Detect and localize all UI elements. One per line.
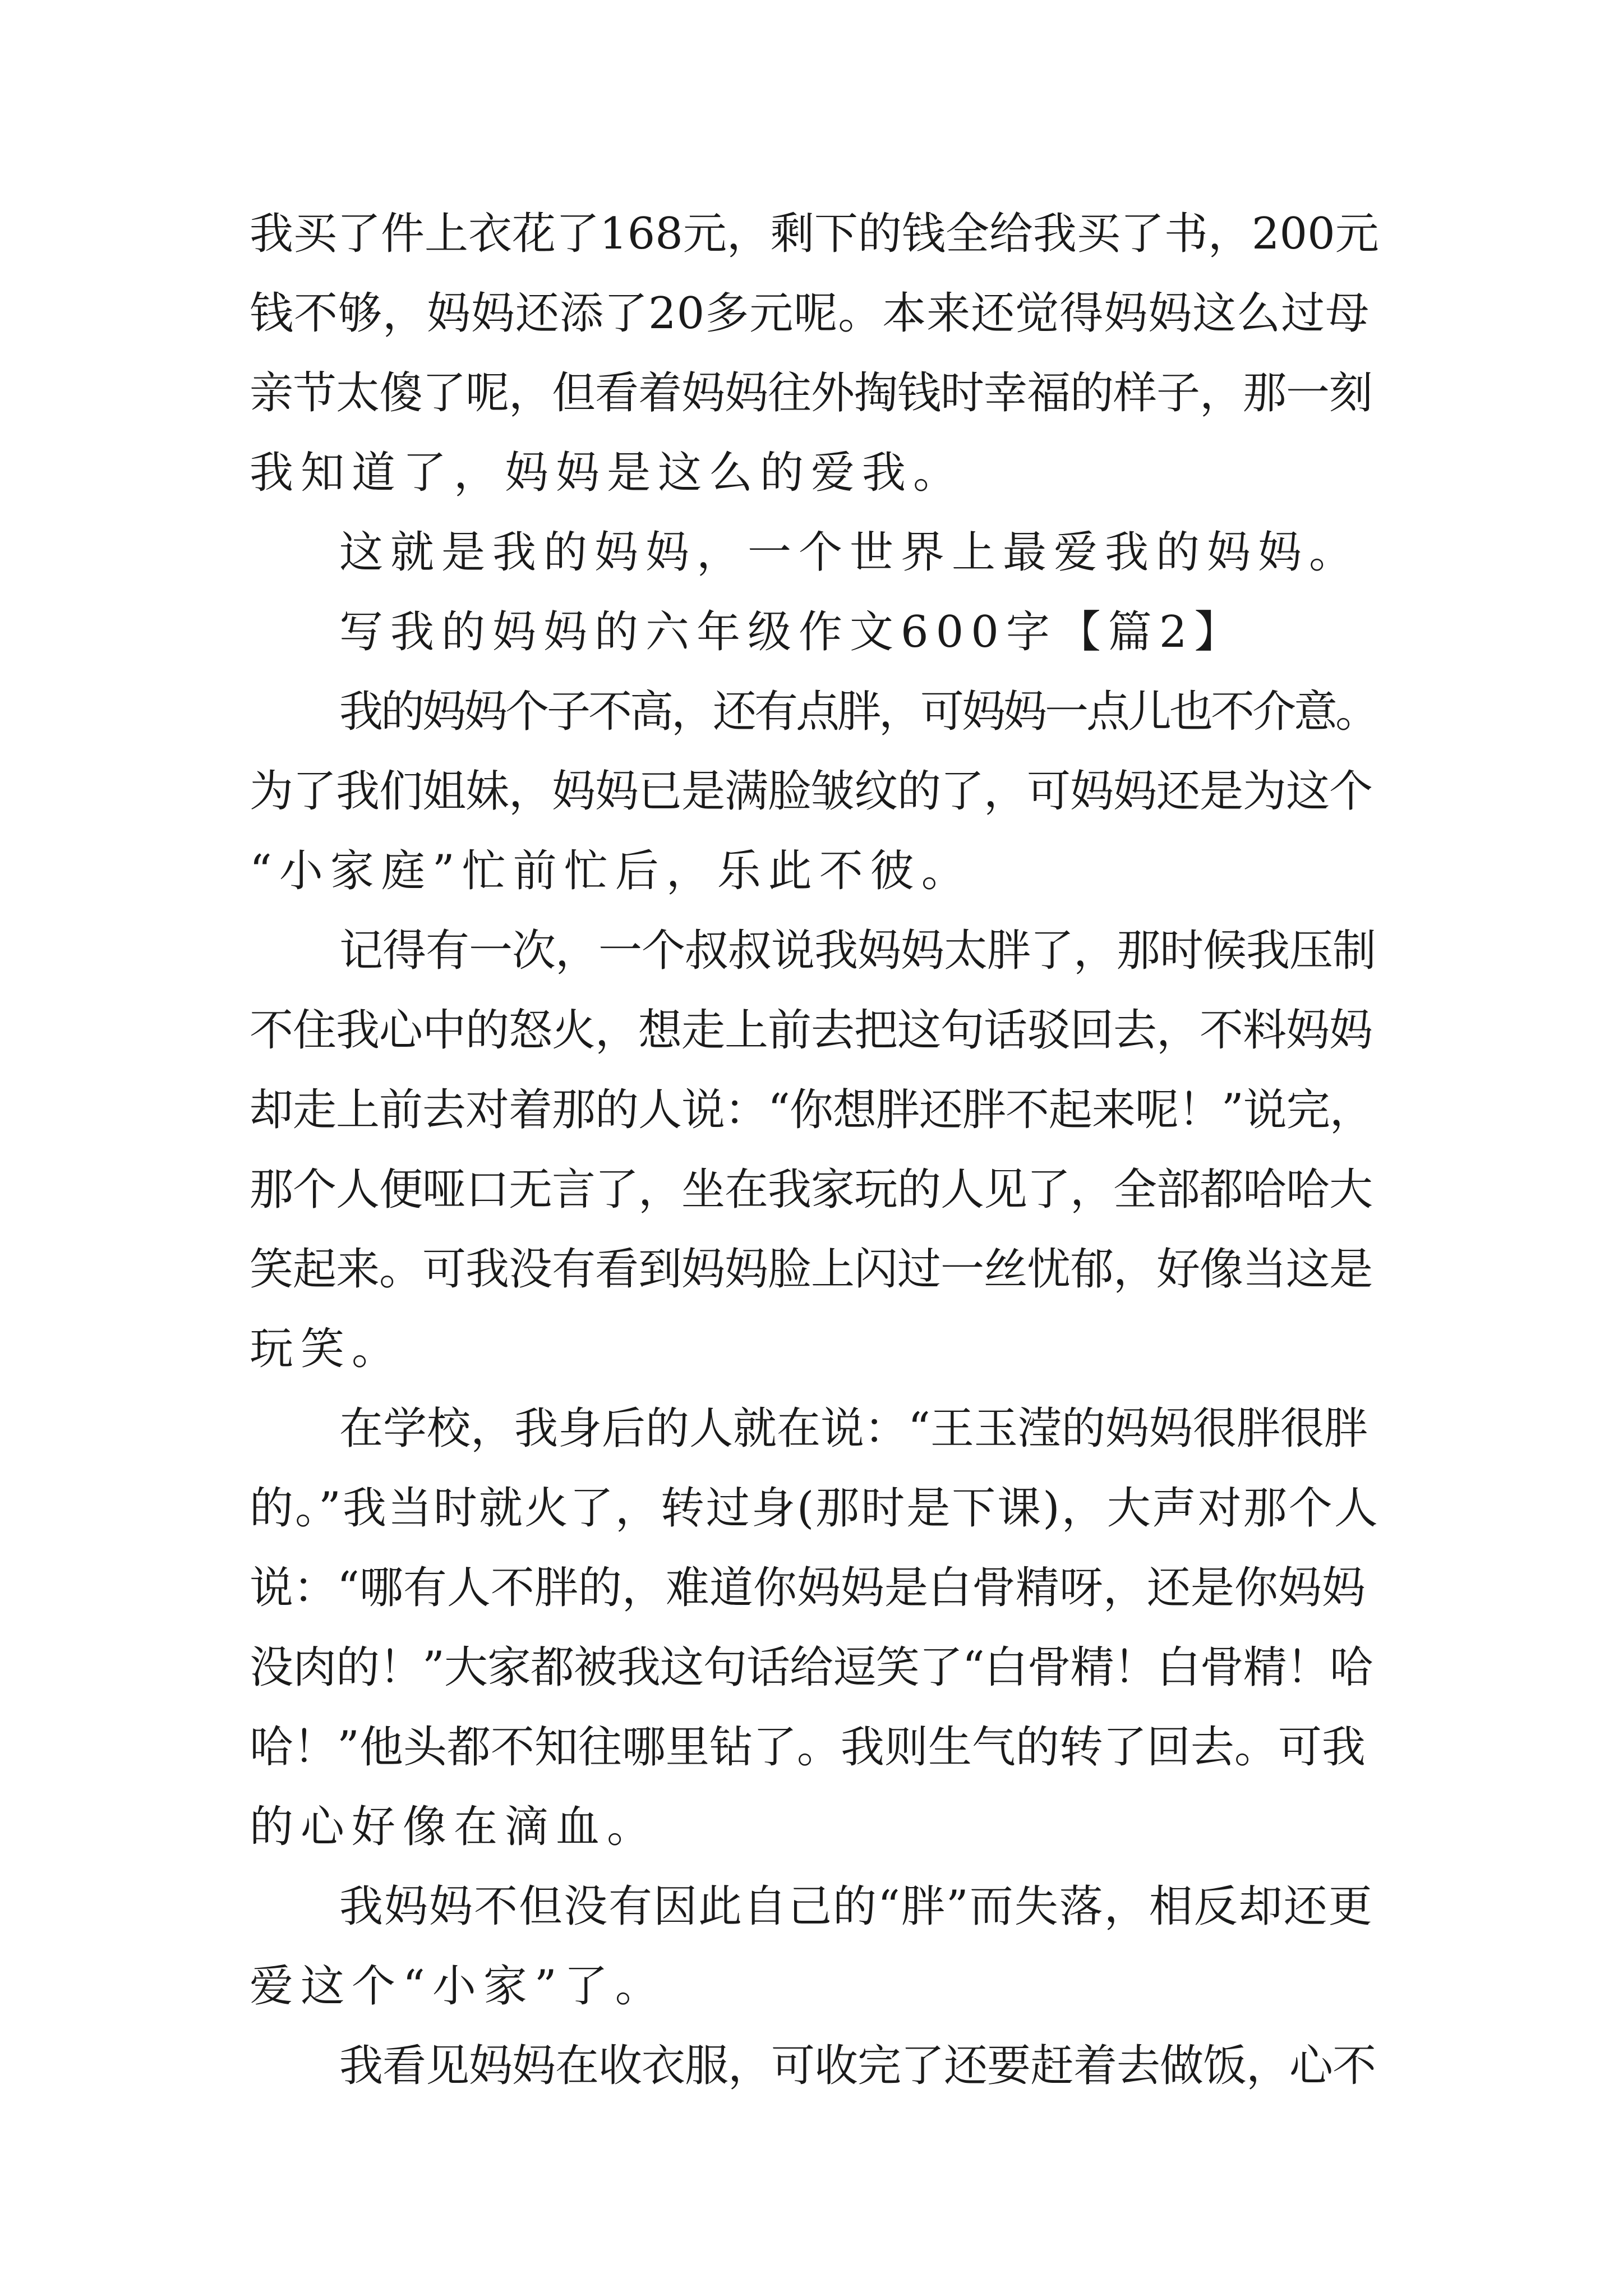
text-line: 我知道了，妈妈是这么的爱我。 <box>250 448 965 498</box>
text-line: 为了我们姐妹，妈妈已是满脸皱纹的了，可妈妈还是为这个 <box>250 766 1373 817</box>
text-line: 在学校，我身后的人就在说：“王玉滢的妈妈很胖很胖 <box>339 1404 1368 1454</box>
text-line: 钱不够，妈妈还添了20多元呢。本来还觉得妈妈这么过母 <box>250 288 1370 339</box>
text-line: 玩笑。 <box>250 1324 403 1374</box>
text-line: 我妈妈不但没有因此自己的“胖”而失落，相反却还更 <box>339 1881 1373 1932</box>
text-line: “小家庭”忙前忙后，乐此不彼。 <box>250 846 972 896</box>
text-line: 记得有一次，一个叔叔说我妈妈太胖了，那时候我压制 <box>339 926 1376 976</box>
text-line: 笑起来。可我没有看到妈妈脸上闪过一丝忧郁，好像当这是 <box>250 1244 1373 1295</box>
text-line: 的。”我当时就火了，转过身(那时是下课)，大声对那个人 <box>250 1483 1380 1534</box>
text-line: 没肉的！”大家都被我这句话给逗笑了“白骨精！白骨精！哈 <box>250 1642 1373 1693</box>
text-line: 亲节太傻了呢，但看着妈妈往外掏钱时幸福的样子，那一刻 <box>250 368 1373 418</box>
text-line: 说：“哪有人不胖的，难道你妈妈是白骨精呀，还是你妈妈 <box>250 1563 1366 1613</box>
text-line: 却走上前去对着那的人说：“你想胖还胖不起来呢！”说完， <box>250 1085 1373 1135</box>
text-line: 爱这个“小家”了。 <box>250 1961 666 2012</box>
text-line: 我买了件上衣花了168元，剩下的钱全给我买了书，200元 <box>250 209 1379 259</box>
text-line: 我看见妈妈在收衣服，可收完了还要赶着去做饭，心不 <box>339 2041 1376 2091</box>
text-line: 我的妈妈个子不高，还有点胖，可妈妈一点儿也不介意。 <box>339 687 1377 737</box>
text-line: 不住我心中的怒火，想走上前去把这句话驳回去，不料妈妈 <box>250 1005 1373 1056</box>
text-line: 那个人便哑口无言了，坐在我家玩的人见了，全部都哈哈大 <box>250 1165 1373 1215</box>
section-heading: 写我的妈妈的六年级作文600字【篇2】 <box>339 607 1246 657</box>
text-line: 的心好像在滴血。 <box>250 1802 658 1852</box>
text-line: 这就是我的妈妈，一个世界上最爱我的妈妈。 <box>339 527 1361 578</box>
text-line: 哈！”他头都不知往哪里钻了。我则生气的转了回去。可我 <box>250 1722 1366 1773</box>
